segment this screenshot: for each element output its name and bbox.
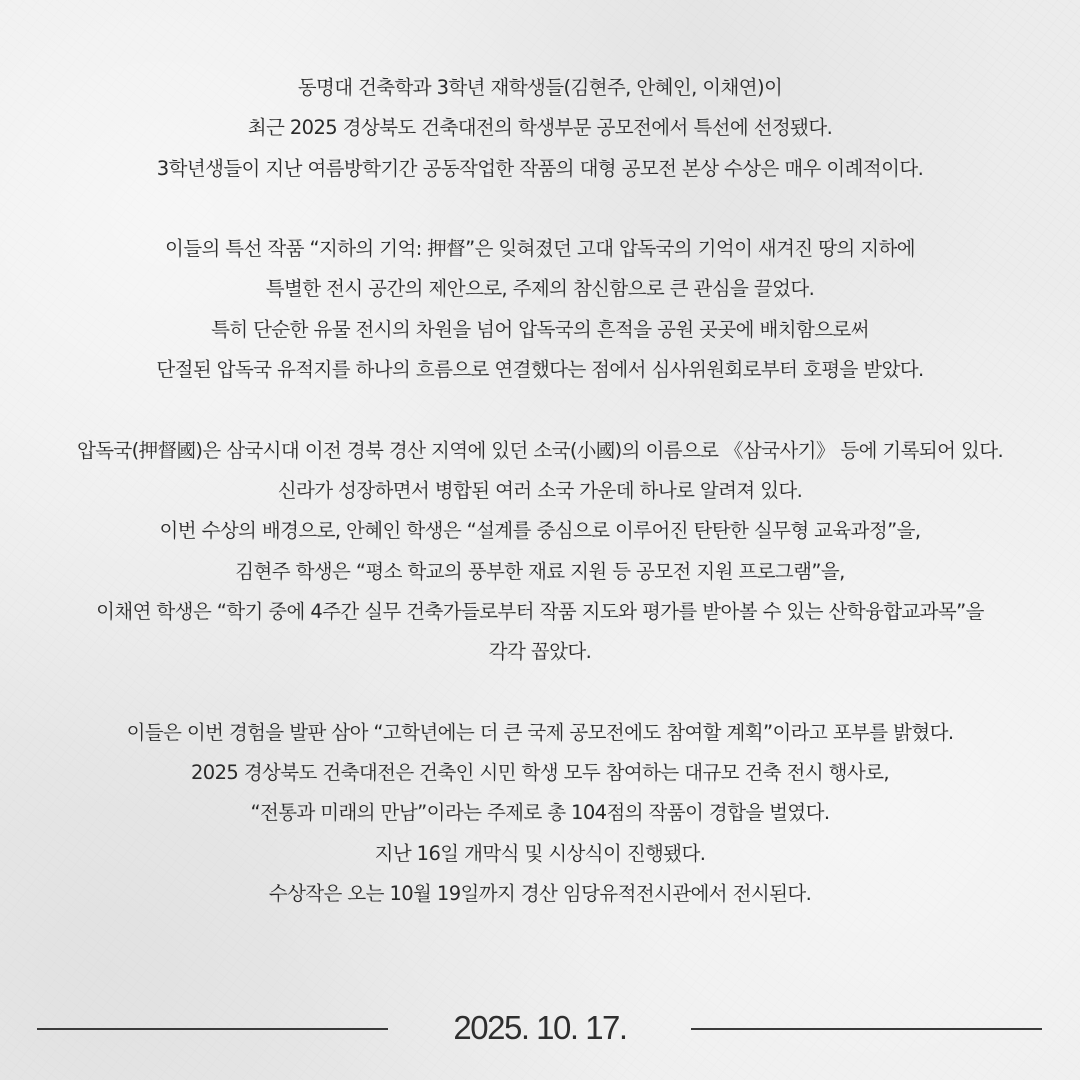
article-body bbox=[0, 68, 1080, 914]
text-line: “전통과 미래의 만남”이라는 주제로 총 104점의 작품이 경합을 벌였다. bbox=[250, 801, 830, 825]
text-line: 3학년생들이 지난 여름방학기간 공동작업한 작품의 대형 공모전 본상 수상은 매우 이례적이다. bbox=[156, 156, 924, 180]
text-line: 특별한 전시 공간의 제안으로, 주제의 참신함으로 큰 관심을 끌었다. bbox=[265, 277, 815, 301]
text-line: 최근 2025 경상북도 건축대전의 학생부문 공모전에서 특선에 선정됐다. bbox=[247, 116, 833, 140]
text-line: 특히 단순한 유물 전시의 차원을 넘어 압독국의 흔적을 공원 곳곳에 배치함으로써 bbox=[211, 317, 869, 341]
text-line: 이들은 이번 경험을 발판 삼아 “고학년에는 더 큰 국제 공모전에도 참여할 계획”이라고 포부를 밝혔다. bbox=[126, 720, 954, 744]
text-line: 김현주 학생은 “평소 학교의 풍부한 재료 지원 등 공모전 지원 프로그램”을, bbox=[235, 559, 845, 583]
text-line: 각각 꼽았다. bbox=[488, 640, 592, 664]
text-line: 지난 16일 개막식 및 시상식이 진행됐다. bbox=[374, 841, 706, 865]
date-footer bbox=[0, 1003, 1080, 1053]
text-line: 동명대 건축학과 3학년 재학생들(김현주, 안혜인, 이채연)이 bbox=[297, 76, 783, 99]
paragraph-award-announcement bbox=[0, 68, 1080, 189]
paragraph-background bbox=[0, 431, 1080, 673]
publication-date: 2025. 10. 17. bbox=[453, 1009, 627, 1046]
left-divider bbox=[37, 1028, 388, 1030]
text-line: 이채연 학생은 “학기 중에 4주간 실무 건축가들로부터 작품 지도와 평가를 받아볼 수 있는 산학융합교과목”을 bbox=[96, 599, 984, 623]
text-line: 신라가 성장하면서 병합된 여러 소국 가운데 하나로 알려져 있다. bbox=[277, 478, 803, 502]
text-line: 이번 수상의 배경으로, 안혜인 학생은 “설계를 중심으로 이루어진 탄탄한 실무형 교육과정”을, bbox=[159, 519, 921, 543]
text-line: 2025 경상북도 건축대전은 건축인 시민 학생 모두 참여하는 대규모 건축 전시 행사로, bbox=[191, 761, 889, 785]
paragraph-exhibition-info bbox=[0, 713, 1080, 914]
right-divider bbox=[691, 1028, 1042, 1030]
text-line: 이들의 특선 작품 “지하의 기억: 押督”은 잊혀졌던 고대 압독국의 기억이 새겨진 땅의 지하에 bbox=[164, 237, 915, 261]
paragraph-work-description bbox=[0, 229, 1080, 390]
text-line: 수상작은 오는 10월 19일까지 경산 임당유적전시관에서 전시된다. bbox=[268, 881, 812, 905]
text-line: 단절된 압독국 유적지를 하나의 흐름으로 연결했다는 점에서 심사위원회로부터 호평을 받았다. bbox=[156, 358, 924, 382]
text-line: 압독국(押督國)은 삼국시대 이전 경북 경산 지역에 있던 소국(小國)의 이름으로 《삼국사기》 등에 기록되어 있다. bbox=[76, 438, 1004, 462]
